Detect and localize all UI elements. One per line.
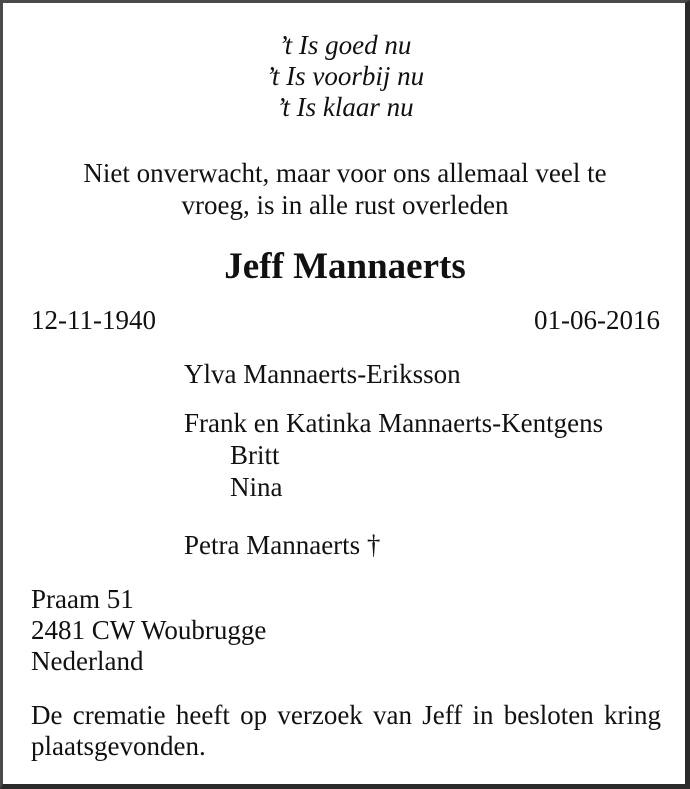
address-city: 2481 CW Woubrugge	[31, 615, 267, 645]
poem-line-2: ’t Is voorbij nu	[265, 61, 425, 91]
poem-line-3: ’t Is klaar nu	[276, 92, 414, 122]
poem-line-1: ’t Is goed nu	[278, 30, 412, 60]
closing-text: De crematie heeft op verzoek van Jeff in besloten kring plaatsgevonden.	[31, 700, 661, 761]
intro-line-1: Niet onverwacht, maar voor ons allemaal veel te	[83, 158, 607, 188]
death-date: 01-06-2016	[534, 305, 660, 335]
spouse-name: Ylva Mannaerts-Eriksson	[184, 359, 461, 389]
child-name: Frank en Katinka Mannaerts-Kentgens	[184, 408, 604, 438]
grandchild-name: Britt	[230, 440, 280, 470]
address-street: Praam 51	[31, 584, 134, 614]
grandchild-name: Nina	[230, 472, 283, 502]
deceased-name: Jeff Mannaerts	[224, 246, 466, 287]
intro-line-2: vroeg, is in alle rust overleden	[181, 190, 509, 220]
child-name-deceased: Petra Mannaerts †	[184, 530, 381, 560]
address-country: Nederland	[31, 646, 144, 676]
birth-date: 12-11-1940	[31, 305, 156, 335]
